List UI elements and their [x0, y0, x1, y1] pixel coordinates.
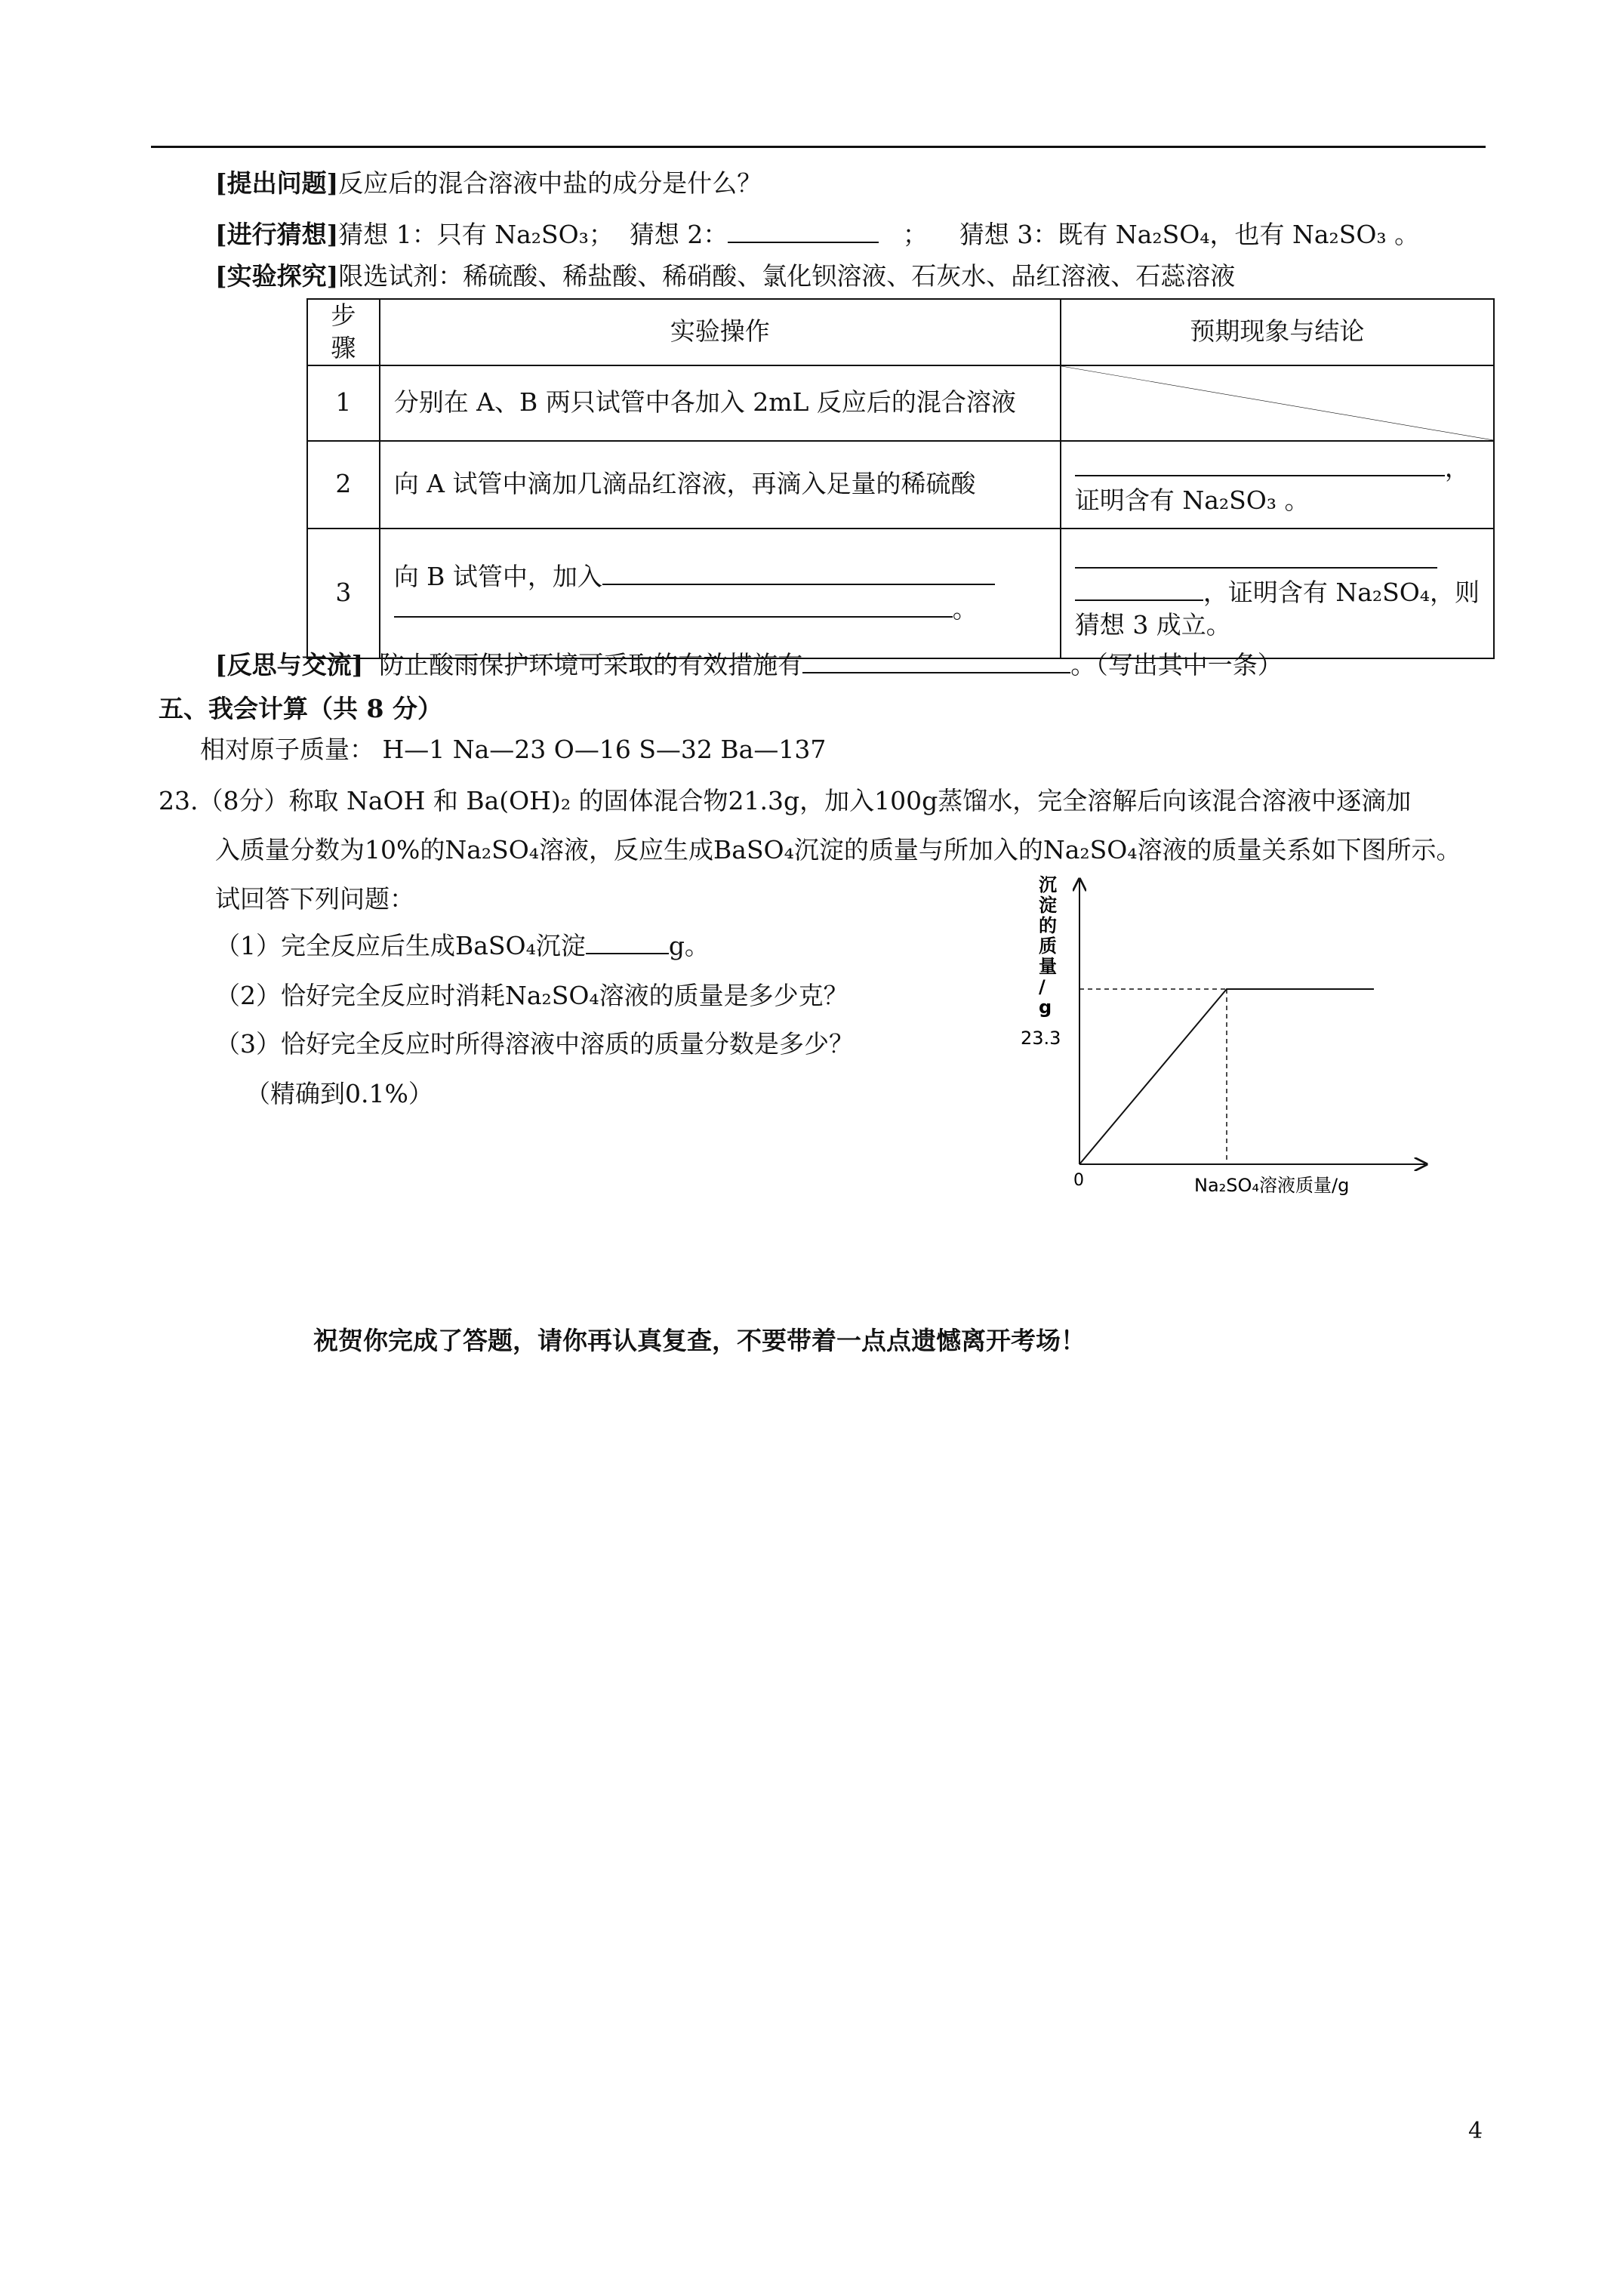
answer-blank-2[interactable] — [1075, 599, 1203, 601]
series-group — [1079, 989, 1374, 1164]
q23-stem-line1: 23.（8分）称取 NaOH 和 Ba(OH)₂ 的固体混合物21.3g，加入100g蒸馏水，完全溶解后向该混合溶液中逐滴加 — [159, 786, 1412, 815]
operation-prefix: 向 B 试管中，加入 — [393, 561, 602, 591]
question-line — [215, 168, 762, 200]
section-title: 五、我会计算（共 8 分） — [159, 694, 442, 723]
table-header-row — [307, 299, 1494, 365]
step-cell: 2 — [307, 441, 380, 529]
q23-part2: （2）恰好完全反应时消耗Na₂SO₄溶液的质量是多少克？ — [215, 981, 848, 1010]
reagent-blank-2[interactable] — [394, 616, 953, 618]
reflection-blank[interactable] — [802, 672, 1070, 673]
y-axis-label-char: / — [1039, 976, 1046, 997]
q1-unit: g。 — [668, 931, 710, 960]
experiment-line — [215, 260, 1235, 293]
q23-part1 — [215, 930, 710, 963]
reflection-tag: [反思与交流] — [215, 650, 364, 680]
q23-stem-line3: 试回答下列问题： — [215, 884, 414, 914]
q1-blank[interactable] — [586, 953, 669, 954]
experiment-table — [306, 298, 1495, 659]
precipitate-chart — [996, 868, 1434, 1200]
conclusion-text: 证明含有 Na₂SO₃ 。 — [1074, 485, 1310, 515]
reflection-line — [215, 649, 1283, 682]
conclusion-comma: ， — [1444, 452, 1470, 482]
y-axis-label-char: g — [1039, 997, 1052, 1018]
header-rule — [151, 146, 1486, 148]
answer-blank[interactable] — [1075, 475, 1445, 476]
header-step: 步骤 — [307, 299, 380, 365]
hypothesis-tag: [进行猜想] — [215, 220, 339, 249]
page-number: 4 — [1468, 2118, 1483, 2144]
header-operation: 实验操作 — [380, 299, 1061, 365]
y-axis-label-char: 质 — [1039, 935, 1057, 957]
step-cell: 3 — [307, 529, 380, 658]
step-cell: 1 — [307, 365, 380, 441]
diagonal-cell — [1061, 365, 1494, 441]
conclusion-cell — [1061, 441, 1494, 529]
y-axis-label-char: 的 — [1039, 915, 1057, 936]
q23-part3: （3）恰好完全反应时所得溶液中溶质的质量分数是多少？ — [215, 1029, 854, 1059]
reflection-text: 防止酸雨保护环境可采取的有效措施有 — [379, 650, 803, 680]
diagonal-line — [1061, 366, 1493, 440]
chart-svg — [996, 868, 1434, 1200]
table-row — [307, 441, 1494, 529]
reagent-blank[interactable] — [602, 584, 995, 585]
hypothesis-2-blank[interactable] — [728, 242, 879, 243]
hypothesis-line — [215, 219, 1419, 251]
operation-end: 。 — [952, 593, 978, 624]
experiment-tag: [实验探究] — [215, 261, 339, 291]
conclusion-text-2: 猜想 3 成立。 — [1074, 610, 1231, 640]
atomic-masses: 相对原子质量： H—1 Na—23 O—16 S—32 Ba—137 — [200, 735, 827, 764]
question-tag: [提出问题] — [215, 168, 339, 198]
experiment-text: 限选试剂：稀硫酸、稀盐酸、稀硝酸、氯化钡溶液、石灰水、品红溶液、石蕊溶液 — [338, 261, 1236, 291]
y-axis-label — [1039, 874, 1057, 1018]
y-axis-label-char: 沉 — [1039, 874, 1057, 895]
y-axis-label-char: 量 — [1039, 956, 1057, 977]
hypothesis-2-sep: ； — [902, 220, 928, 249]
q23-part3-note: （精确到0.1%） — [245, 1079, 433, 1108]
table-row — [307, 365, 1494, 441]
question-text: 反应后的混合溶液中盐的成分是什么？ — [338, 168, 762, 198]
conclusion-cell — [1061, 529, 1494, 658]
operation-cell: 向 A 试管中滴加几滴品红溶液，再滴入足量的稀硫酸 — [380, 441, 1061, 529]
header-conclusion: 预期现象与结论 — [1061, 299, 1494, 365]
hypothesis-2-label: 猜想 2： — [629, 220, 728, 249]
conclusion-text: ，证明含有 Na₂SO₄，则 — [1203, 578, 1480, 608]
q1-text: （1）完全反应后生成BaSO₄沉淀 — [215, 931, 586, 960]
q23-stem-line2: 入质量分数为10%的Na₂SO₄溶液，反应生成BaSO₄沉淀的质量与所加入的Na₂SO₄溶液的质量关系如下图所示。 — [215, 835, 1461, 864]
reflection-suffix: 。（写出其中一条） — [1070, 650, 1283, 680]
table-row — [307, 529, 1494, 658]
closing-message: 祝贺你完成了答题，请你再认真复查，不要带着一点点遗憾离开考场！ — [313, 1326, 1086, 1355]
y-tick-label: 23.3 — [1021, 1028, 1061, 1049]
hypothesis-1: 猜想 1：只有 Na₂SO₃； — [338, 220, 614, 249]
answer-blank[interactable] — [1075, 567, 1437, 569]
operation-cell: 分别在 A、B 两只试管中各加入 2mL 反应后的混合溶液 — [380, 365, 1061, 441]
y-axis-label-char: 淀 — [1039, 895, 1057, 916]
hypothesis-3: 猜想 3：既有 Na₂SO₄，也有 Na₂SO₃ 。 — [959, 220, 1420, 249]
x-axis-label: Na₂SO₄溶液质量/g — [1194, 1175, 1350, 1196]
operation-cell — [380, 529, 1061, 658]
origin-label: 0 — [1073, 1171, 1084, 1190]
